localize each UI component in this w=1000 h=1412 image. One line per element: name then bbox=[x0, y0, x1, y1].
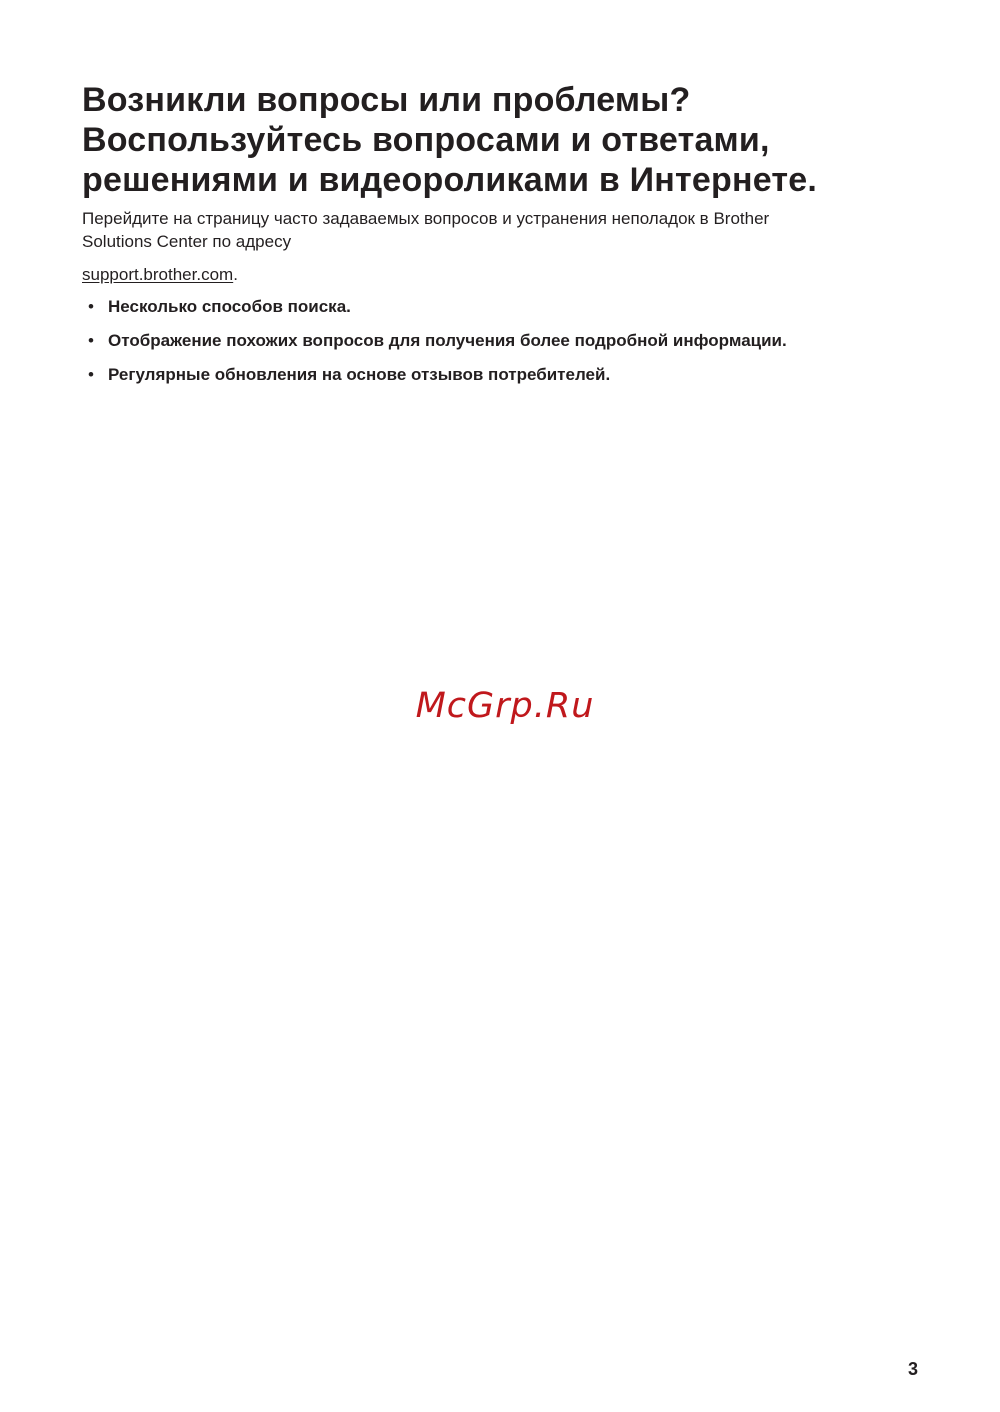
list-item-text: Несколько способов поиска. bbox=[108, 297, 351, 316]
heading-line-2: Воспользуйтесь вопросами и ответами, bbox=[82, 121, 770, 159]
support-link-suffix: . bbox=[233, 265, 238, 284]
heading-line-1: Возникли вопросы или проблемы? bbox=[82, 81, 691, 119]
feature-list bbox=[88, 296, 787, 398]
bullet-icon: • bbox=[88, 365, 94, 384]
list-item-text: Отображение похожих вопросов для получения более подробной информации. bbox=[108, 331, 787, 350]
watermark: McGrp.Ru bbox=[415, 686, 595, 726]
intro-line-2: Solutions Center по адресу bbox=[82, 232, 292, 251]
bullet-icon: • bbox=[88, 297, 94, 316]
heading-line-3: решениями и видеороликами в Интернете. bbox=[82, 161, 817, 199]
list-item bbox=[88, 296, 787, 330]
list-item bbox=[88, 364, 787, 398]
list-item bbox=[88, 330, 787, 364]
bullet-icon: • bbox=[88, 331, 94, 350]
support-link-line bbox=[82, 264, 238, 286]
intro-paragraph bbox=[82, 207, 922, 253]
intro-line-1: Перейдите на страницу часто задаваемых вопросов и устранения неполадок в Brother bbox=[82, 209, 770, 228]
page-number: 3 bbox=[907, 1359, 918, 1379]
page-heading bbox=[82, 80, 942, 200]
list-item-text: Регулярные обновления на основе отзывов потребителей. bbox=[108, 365, 611, 384]
support-link[interactable]: support.brother.com bbox=[82, 265, 234, 284]
